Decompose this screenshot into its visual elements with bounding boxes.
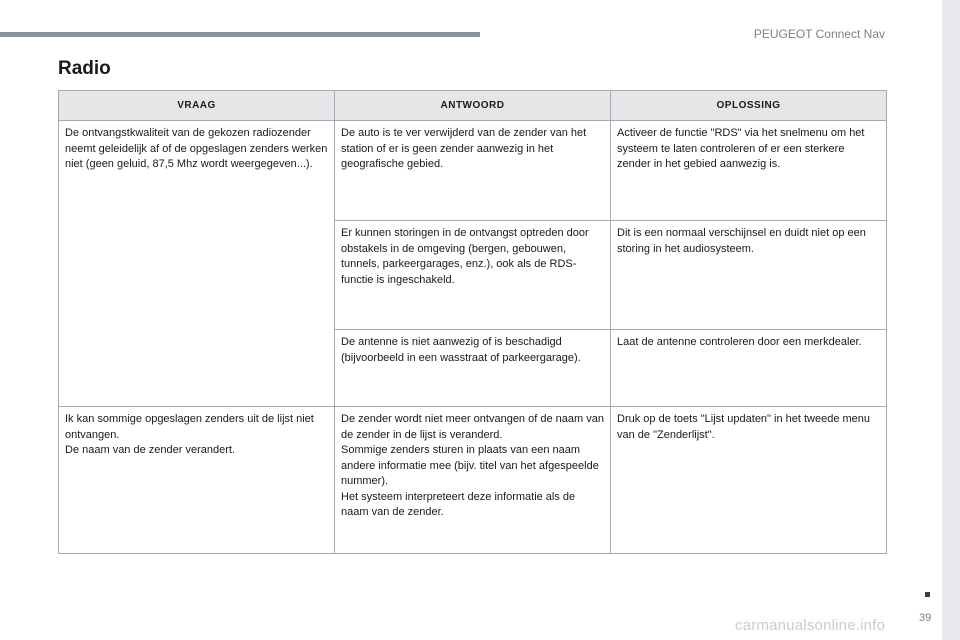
question-cell: [59, 407, 335, 554]
answer-cell: [335, 121, 611, 221]
solution-text: Dit is een normaal verschijnsel en duidt niet op een storing in het audiosysteem.: [617, 227, 866, 255]
solution-cell: [611, 407, 887, 554]
table-row: [59, 407, 887, 554]
question-cell: [59, 121, 335, 407]
brand-label: PEUGEOT Connect Nav: [753, 27, 885, 41]
question-text: Ik kan sommige opgeslagen zenders uit de lijst niet ontvangen. De naam van de zender verandert.: [65, 413, 314, 456]
solution-cell: [611, 330, 887, 407]
page-marker-icon: [925, 592, 930, 597]
column-header-answer: ANTWOORD: [335, 91, 611, 121]
answer-cell: [335, 330, 611, 407]
side-strip: [942, 0, 960, 640]
solution-cell: [611, 221, 887, 330]
solution-cell: [611, 121, 887, 221]
column-header-question: VRAAG: [59, 91, 335, 121]
page-title: Radio: [58, 58, 111, 79]
table-row: [59, 121, 887, 221]
column-header-solution: OPLOSSING: [611, 91, 887, 121]
header-rule: [0, 32, 480, 37]
solution-text: Laat de antenne controleren door een merkdealer.: [617, 336, 862, 348]
faq-table: [58, 90, 887, 554]
answer-text: De auto is te ver verwijderd van de zender van het station of er is geen zender aanwezig in het geografische gebied.: [341, 127, 587, 170]
solution-text: Druk op de toets "Lijst updaten" in het tweede menu van de "Zenderlijst".: [617, 413, 871, 441]
answer-cell: [335, 221, 611, 330]
answer-cell: [335, 407, 611, 554]
answer-text: Er kunnen storingen in de ontvangst optreden door obstakels in de omgeving (bergen, gebouwen, tunnels, parkeergarages, enz.), ook als de RDS-functie is ingeschakeld.: [341, 227, 589, 286]
answer-text: De zender wordt niet meer ontvangen of de naam van de zender in de lijst is veranderd. Sommige zenders sturen in plaats van een naam andere informatie mee (bijv. titel van het afgespeelde nummer). Het systeem interpreteert deze informatie als de naam van de zender.: [341, 413, 604, 518]
watermark: carmanualsonline.info: [735, 617, 886, 634]
answer-text: De antenne is niet aanwezig of is beschadigd (bijvoorbeeld in een wasstraat of parkeergarage).: [341, 336, 581, 364]
solution-text: Activeer de functie "RDS" via het snelmenu om het systeem te laten controleren of er een sterkere zender in het gebied aanwezig is.: [617, 127, 865, 170]
table-header-row: [59, 91, 887, 121]
page-number: 39: [919, 612, 932, 624]
question-text: De ontvangstkwaliteit van de gekozen radiozender neemt geleidelijk af of de opgeslagen zenders werken niet (geen geluid, 87,5 Mhz wordt weergegeven...).: [65, 127, 328, 170]
